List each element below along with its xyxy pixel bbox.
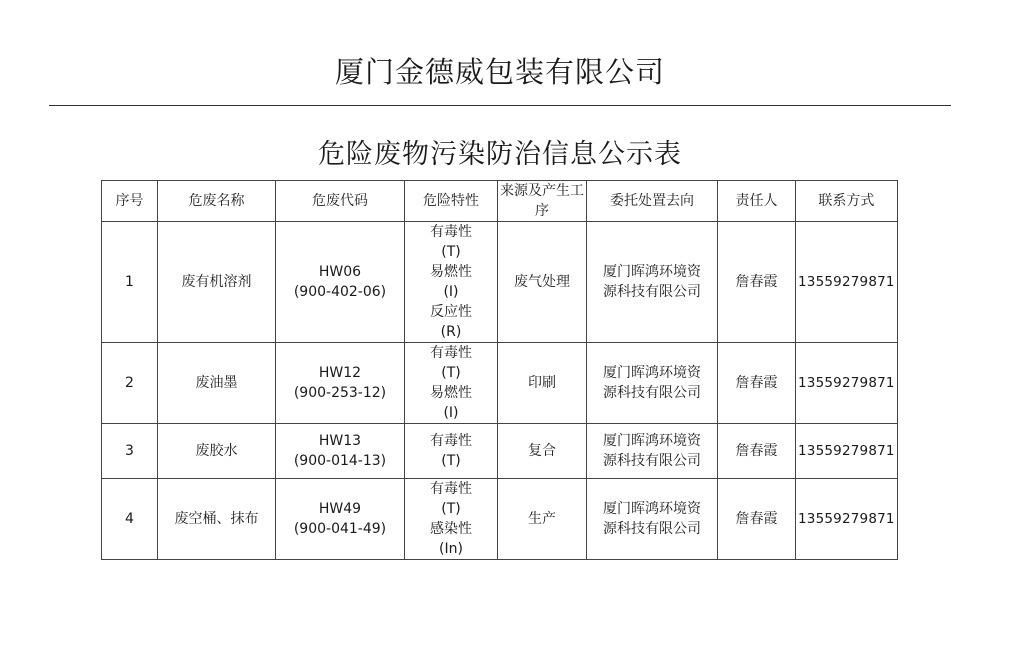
- waste-code: [276, 222, 405, 343]
- waste-code-class: HW12: [318, 365, 362, 381]
- hazard-properties: [405, 343, 498, 424]
- hazard-line: 有毒性: [430, 433, 472, 449]
- column-header: 委托处置去向: [587, 181, 718, 222]
- row-number: 4: [102, 479, 158, 560]
- waste-code-class: HW06: [318, 264, 362, 280]
- waste-code-class: HW13: [318, 433, 362, 449]
- contact-phone: 13559279871: [796, 343, 898, 424]
- waste-name: 废空桶、抹布: [158, 479, 276, 560]
- contact-phone: 13559279871: [796, 479, 898, 560]
- hazard-line: (R): [440, 324, 462, 340]
- hazard-line: (I): [443, 405, 459, 421]
- column-header: 责任人: [718, 181, 796, 222]
- hazard-line: (T): [441, 453, 461, 469]
- disposal-destination: [587, 424, 718, 479]
- disposal-line: 厦门晖鸿环境资: [603, 264, 701, 280]
- hazardous-waste-table: [101, 180, 898, 560]
- disposal-line: 源科技有限公司: [603, 521, 701, 537]
- header-divider: [49, 105, 951, 106]
- row-number: 1: [102, 222, 158, 343]
- disposal-line: 源科技有限公司: [603, 453, 701, 469]
- hazard-line: (T): [441, 501, 461, 517]
- responsible-person: 詹春霞: [718, 343, 796, 424]
- hazard-line: 易燃性: [430, 264, 472, 280]
- hazard-line: (In): [439, 541, 463, 557]
- hazard-line: 易燃性: [430, 385, 472, 401]
- table-header-row: [102, 181, 898, 222]
- waste-name: 废有机溶剂: [158, 222, 276, 343]
- row-number: 2: [102, 343, 158, 424]
- waste-source: 印刷: [498, 343, 587, 424]
- waste-source: 废气处理: [498, 222, 587, 343]
- disposal-destination: [587, 222, 718, 343]
- contact-phone: 13559279871: [796, 222, 898, 343]
- waste-name: 废胶水: [158, 424, 276, 479]
- waste-code-number: (900-402-06): [293, 284, 387, 300]
- column-header: 危废名称: [158, 181, 276, 222]
- responsible-person: 詹春霞: [718, 479, 796, 560]
- hazard-line: 有毒性: [430, 481, 472, 497]
- hazard-line: 感染性: [430, 521, 472, 537]
- hazard-line: 有毒性: [430, 224, 472, 240]
- hazard-line: (T): [441, 365, 461, 381]
- waste-code-number: (900-041-49): [293, 521, 387, 537]
- hazard-line: (T): [441, 244, 461, 260]
- disposal-destination: [587, 343, 718, 424]
- waste-source: 复合: [498, 424, 587, 479]
- disposal-line: 厦门晖鸿环境资: [603, 501, 701, 517]
- waste-code-number: (900-014-13): [293, 453, 387, 469]
- disposal-destination: [587, 479, 718, 560]
- contact-phone: 13559279871: [796, 424, 898, 479]
- document-title: 危险废物污染防治信息公示表: [318, 139, 682, 170]
- company-name: 厦门金德威包装有限公司: [334, 55, 665, 89]
- disposal-line: 厦门晖鸿环境资: [603, 433, 701, 449]
- hazard-properties: [405, 479, 498, 560]
- hazard-line: (I): [443, 284, 459, 300]
- waste-name: 废油墨: [158, 343, 276, 424]
- hazard-properties: [405, 424, 498, 479]
- column-header: 危废代码: [276, 181, 405, 222]
- responsible-person: 詹春霞: [718, 424, 796, 479]
- disposal-line: 源科技有限公司: [603, 385, 701, 401]
- table-row: [102, 424, 898, 479]
- column-header: 联系方式: [796, 181, 898, 222]
- hazard-line: 有毒性: [430, 345, 472, 361]
- waste-code-number: (900-253-12): [293, 385, 387, 401]
- waste-code: [276, 343, 405, 424]
- waste-code: [276, 424, 405, 479]
- table-row: [102, 479, 898, 560]
- row-number: 3: [102, 424, 158, 479]
- waste-source: 生产: [498, 479, 587, 560]
- hazard-properties: [405, 222, 498, 343]
- column-header: 来源及产生工序: [498, 181, 587, 222]
- column-header: 危险特性: [405, 181, 498, 222]
- responsible-person: 詹春霞: [718, 222, 796, 343]
- waste-code-class: HW49: [318, 501, 362, 517]
- hazard-line: 反应性: [430, 304, 472, 320]
- table-row: [102, 343, 898, 424]
- table-row: [102, 222, 898, 343]
- disposal-line: 源科技有限公司: [603, 284, 701, 300]
- column-header: 序号: [102, 181, 158, 222]
- waste-code: [276, 479, 405, 560]
- disposal-line: 厦门晖鸿环境资: [603, 365, 701, 381]
